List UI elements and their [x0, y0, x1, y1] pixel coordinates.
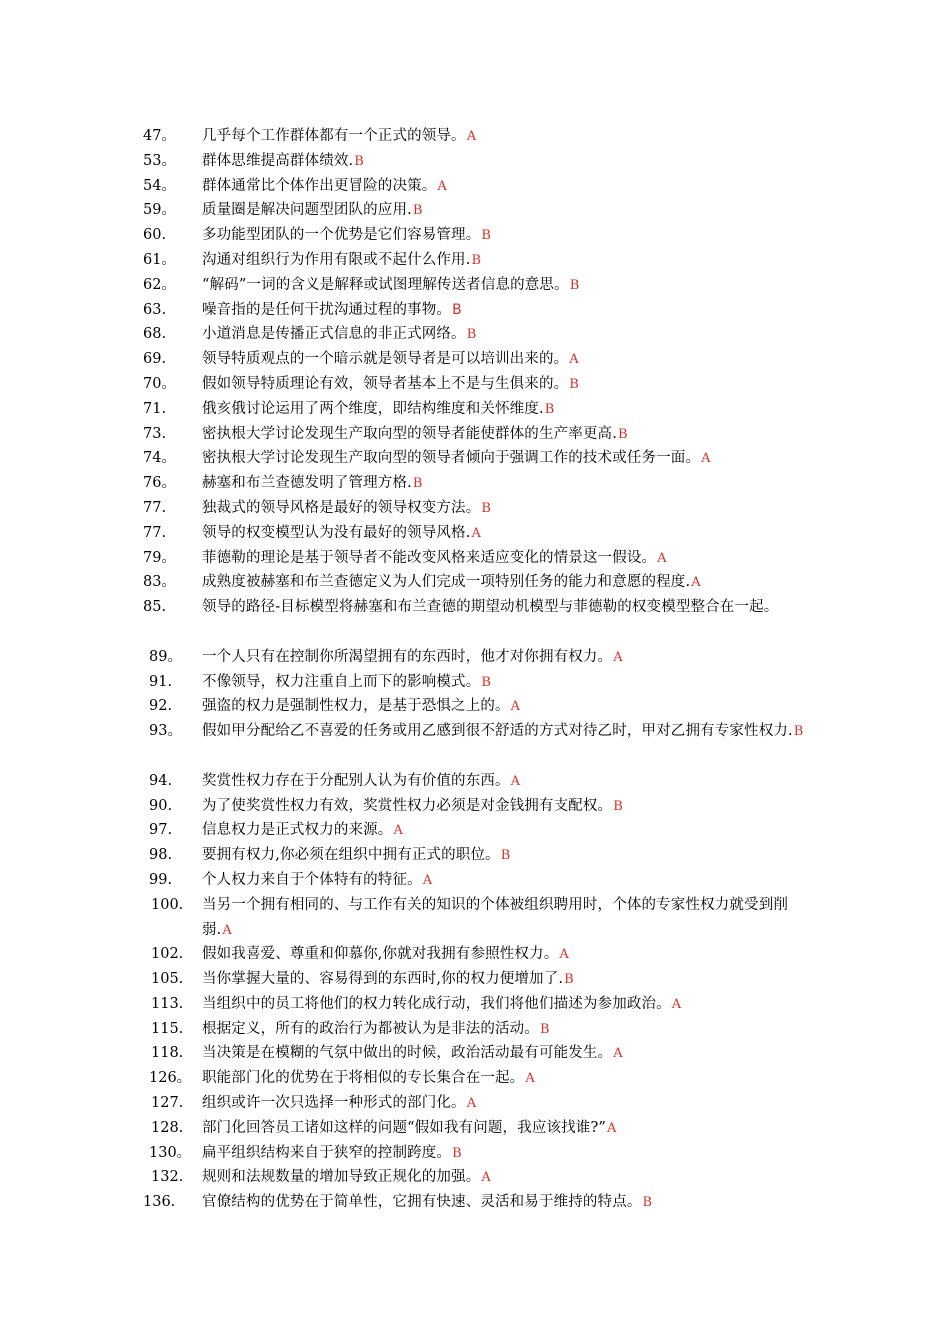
answer-letter: A: [691, 575, 701, 591]
item-text: 组织或许一次只选择一种形式的部门化。A: [202, 1095, 477, 1112]
list-item: [0, 818, 950, 843]
answer-letter: B: [642, 1195, 653, 1211]
item-text: 奖赏性权力存在于分配别人认为有价值的东西。A: [202, 772, 521, 789]
item-text: 成熟度被赫塞和布兰查德定义为人们完成一项特别任务的能力和意愿的程度.A: [202, 574, 701, 591]
item-text: 赫塞和布兰查德发明了管理方格.B: [202, 475, 423, 492]
item-number: 126。: [149, 1070, 192, 1087]
list-item: [0, 397, 950, 422]
item-number: 91.: [149, 673, 173, 690]
answer-letter: A: [466, 129, 477, 144]
item-number: 74。: [143, 450, 176, 467]
item-text: 要拥有权力,你必须在组织中拥有正式的职位。B: [202, 847, 511, 864]
item-text: 扁平组织结构来自于狭窄的控制跨度。B: [202, 1144, 462, 1161]
answer-letter: A: [471, 525, 482, 541]
answer-letter: B: [412, 203, 423, 219]
answer-letter: A: [701, 451, 711, 467]
item-number: 83。: [143, 574, 176, 591]
item-number: 62。: [143, 276, 176, 293]
answer-letter: A: [393, 823, 403, 839]
list-item: [0, 149, 950, 174]
list-item: [0, 595, 950, 645]
item-text: 假如甲分配给乙不喜爱的任务或用乙感到很不舒适的方式对待乙时，甲对乙拥有专家性权力.B: [202, 723, 804, 740]
answer-letter: B: [564, 972, 574, 988]
item-text: 假如领导特质理论有效，领导者基本上不是与生俱来的。B: [202, 375, 579, 392]
answer-letter: B: [539, 1021, 550, 1037]
list-item: [0, 273, 950, 298]
answer-letter: A: [569, 352, 579, 368]
answer-letter: B: [544, 401, 555, 417]
item-number: 115.: [151, 1020, 184, 1037]
item-number: 77.: [143, 499, 167, 516]
answer-letter: B: [452, 1145, 462, 1161]
item-number: 93。: [149, 723, 182, 740]
answer-letter: B: [466, 327, 477, 343]
item-number: 102.: [151, 946, 184, 963]
item-number: 97.: [149, 822, 173, 839]
answer-letter: A: [525, 1071, 535, 1087]
list-item: [0, 942, 950, 967]
list-item: [0, 992, 950, 1017]
list-item: [0, 570, 950, 595]
list-item: [0, 124, 950, 149]
list-item: [0, 893, 950, 943]
list-item: [0, 496, 950, 521]
item-text: 俄亥俄讨论运用了两个维度，即结构维度和关怀维度.B: [202, 400, 555, 417]
item-text: 几乎每个工作群体都有一个正式的领导。A: [202, 128, 477, 144]
item-number: 118.: [151, 1045, 184, 1062]
item-text: 当组织中的员工将他们的权力转化成行动，我们将他们描述为参加政治。A: [202, 995, 682, 1012]
list-item: [0, 645, 950, 670]
answer-letter: B: [617, 426, 628, 442]
item-text: 噪音指的是任何干扰沟通过程的事物。B: [202, 301, 462, 318]
list-item: [0, 1116, 950, 1141]
list-item: [0, 670, 950, 695]
list-item: [0, 248, 950, 273]
answer-letter: B: [471, 252, 482, 268]
item-text: 强盗的权力是强制性权力，是基于恐惧之上的。A: [202, 698, 521, 715]
item-number: 98.: [149, 847, 173, 864]
item-text: 为了使奖赏性权力有效，奖赏性权力必须是对金钱拥有支配权。B: [202, 797, 623, 814]
list-item: [0, 843, 950, 868]
answer-letter: B: [412, 476, 423, 492]
answer-letter: A: [422, 872, 433, 888]
item-number: 54。: [143, 177, 176, 194]
answer-letter: A: [606, 1120, 617, 1136]
item-text: 质量圈是解决问题型团队的应用.B: [202, 202, 423, 219]
answer-letter: A: [466, 1096, 477, 1112]
item-number: 85.: [143, 599, 167, 616]
item-number: 59。: [143, 202, 176, 219]
list-item: [0, 521, 950, 546]
item-number: 69.: [143, 351, 167, 368]
item-number: 128.: [151, 1119, 184, 1136]
item-text: “解码”一词的含义是解释或试图理解传送者信息的意思。B: [202, 276, 580, 293]
list-item: [0, 298, 950, 323]
item-text: 假如我喜爱、尊重和仰慕你,你就对我拥有参照性权力。A: [202, 946, 569, 963]
answer-letter: B: [569, 277, 580, 293]
item-number: 76。: [143, 475, 176, 492]
item-text: 群体思维提高群体绩效.B: [202, 152, 364, 169]
list-item: [0, 347, 950, 372]
item-text: 规则和法规数量的增加导致正规化的加强。A: [202, 1169, 491, 1186]
answer-letter: B: [613, 798, 623, 814]
item-text: 官僚结构的优势在于简单性，它拥有快速、灵活和易于维持的特点。B: [202, 1194, 653, 1211]
list-item: [0, 446, 950, 471]
item-text: 部门化回答员工诸如这样的问题“假如我有问题，我应该找谁?”A: [202, 1119, 617, 1136]
item-number: 99.: [149, 871, 173, 888]
answer-letter: A: [510, 773, 521, 789]
list-item: [0, 223, 950, 248]
answer-letter: B: [500, 848, 511, 864]
item-number: 47。: [143, 128, 176, 144]
list-item: [0, 174, 950, 199]
item-text: 独裁式的领导风格是最好的领导权变方法。B: [202, 499, 492, 516]
item-text: 领导的路径-目标模型将赫塞和布兰查德的期望动机模型与菲德勒的权变模型整合在一起。: [202, 599, 779, 616]
answer-letter: A: [437, 178, 447, 194]
answer-letter: A: [613, 649, 623, 665]
list-item: [0, 198, 950, 223]
answer-letter: B: [481, 500, 492, 516]
item-number: 70。: [143, 375, 176, 392]
list-item: [0, 1017, 950, 1042]
item-text: 小道消息是传播正式信息的非正式网络。B: [202, 326, 477, 343]
item-text: 群体通常比个体作出更冒险的决策。A: [202, 177, 447, 194]
answer-letter: A: [559, 947, 569, 963]
item-text: 密执根大学讨论发现生产取向型的领导者倾向于强调工作的技术或任务一面。A: [202, 450, 711, 467]
item-text: 密执根大学讨论发现生产取向型的领导者能使群体的生产率更高.B: [202, 425, 628, 442]
item-text: 个人权力来自于个体特有的特征。A: [202, 871, 433, 888]
item-number: 113.: [151, 995, 184, 1012]
answer-letter: B: [793, 724, 804, 740]
document-page: [0, 124, 950, 1215]
item-number: 61。: [143, 251, 176, 268]
item-number: 53。: [143, 152, 176, 169]
item-number: 73.: [143, 425, 167, 442]
answer-letter: A: [671, 996, 682, 1012]
list-item: [0, 322, 950, 347]
list-item: [0, 868, 950, 893]
item-number: 92.: [149, 698, 173, 715]
list-item: [0, 1091, 950, 1116]
item-text: 当决策是在模糊的气氛中做出的时候，政治活动最有可能发生。A: [202, 1045, 623, 1062]
answer-letter: A: [657, 550, 667, 566]
answer-letter: B: [481, 228, 492, 244]
answer-letter: B: [452, 301, 462, 318]
item-number: 68.: [143, 326, 167, 343]
answer-letter: B: [481, 674, 492, 690]
answer-letter: A: [481, 1170, 491, 1186]
item-text: 沟通对组织行为作用有限或不起什么作用.B: [202, 251, 482, 268]
item-number: 79。: [143, 549, 176, 566]
list-item: [0, 694, 950, 719]
item-text: 领导的权变模型认为没有最好的领导风格.A: [202, 524, 482, 541]
list-item: [0, 471, 950, 496]
list-item: [0, 546, 950, 571]
list-item: [0, 1165, 950, 1190]
list-item: [0, 769, 950, 794]
item-text: 多功能型团队的一个优势是它们容易管理。B: [202, 227, 492, 244]
item-number: 136.: [143, 1194, 176, 1211]
item-text: 菲德勒的理论是基于领导者不能改变风格来适应变化的情景这一假设。A: [202, 549, 667, 566]
list-item: [0, 422, 950, 447]
item-number: 63.: [143, 301, 167, 318]
item-text: 一个人只有在控制你所渴望拥有的东西时，他才对你拥有权力。A: [202, 648, 623, 665]
item-number: 90.: [149, 797, 173, 814]
item-text: 当你掌握大量的、容易得到的东西时,你的权力便增加了.B: [202, 971, 574, 988]
item-text: 信息权力是正式权力的来源。A: [202, 822, 403, 839]
list-item: [0, 794, 950, 819]
item-number: 89。: [149, 648, 182, 665]
item-text: 当另一个拥有相同的、与工作有关的知识的个体被组织聘用时，个体的专家性权力就受到削弱.A: [202, 896, 788, 938]
item-text: 领导特质观点的一个暗示就是领导者是可以培训出来的。A: [202, 351, 579, 368]
answer-letter: B: [569, 376, 579, 392]
list-item: [0, 967, 950, 992]
list-item: [0, 719, 950, 769]
list-item: [0, 1066, 950, 1091]
list-item: [0, 372, 950, 397]
item-number: 77.: [143, 524, 167, 541]
answer-letter: A: [510, 699, 521, 715]
item-number: 132.: [151, 1169, 184, 1186]
item-number: 105.: [151, 971, 184, 988]
item-number: 130。: [149, 1144, 192, 1161]
list-item: [0, 1190, 950, 1215]
list-item: [0, 1041, 950, 1066]
list-item: [0, 1141, 950, 1166]
answer-letter: B: [354, 153, 364, 169]
item-text: 职能部门化的优势在于将相似的专长集合在一起。A: [202, 1070, 535, 1087]
item-number: 127.: [151, 1095, 184, 1112]
item-number: 94.: [149, 772, 173, 789]
item-text: 不像领导，权力注重自上而下的影响模式。B: [202, 673, 492, 690]
answer-letter: A: [613, 1046, 623, 1062]
item-number: 100.: [151, 896, 184, 913]
item-text: 根据定义，所有的政治行为都被认为是非法的活动。B: [202, 1020, 550, 1037]
item-number: 71.: [143, 400, 167, 417]
answer-letter: A: [222, 922, 232, 938]
item-number: 60.: [143, 227, 167, 244]
